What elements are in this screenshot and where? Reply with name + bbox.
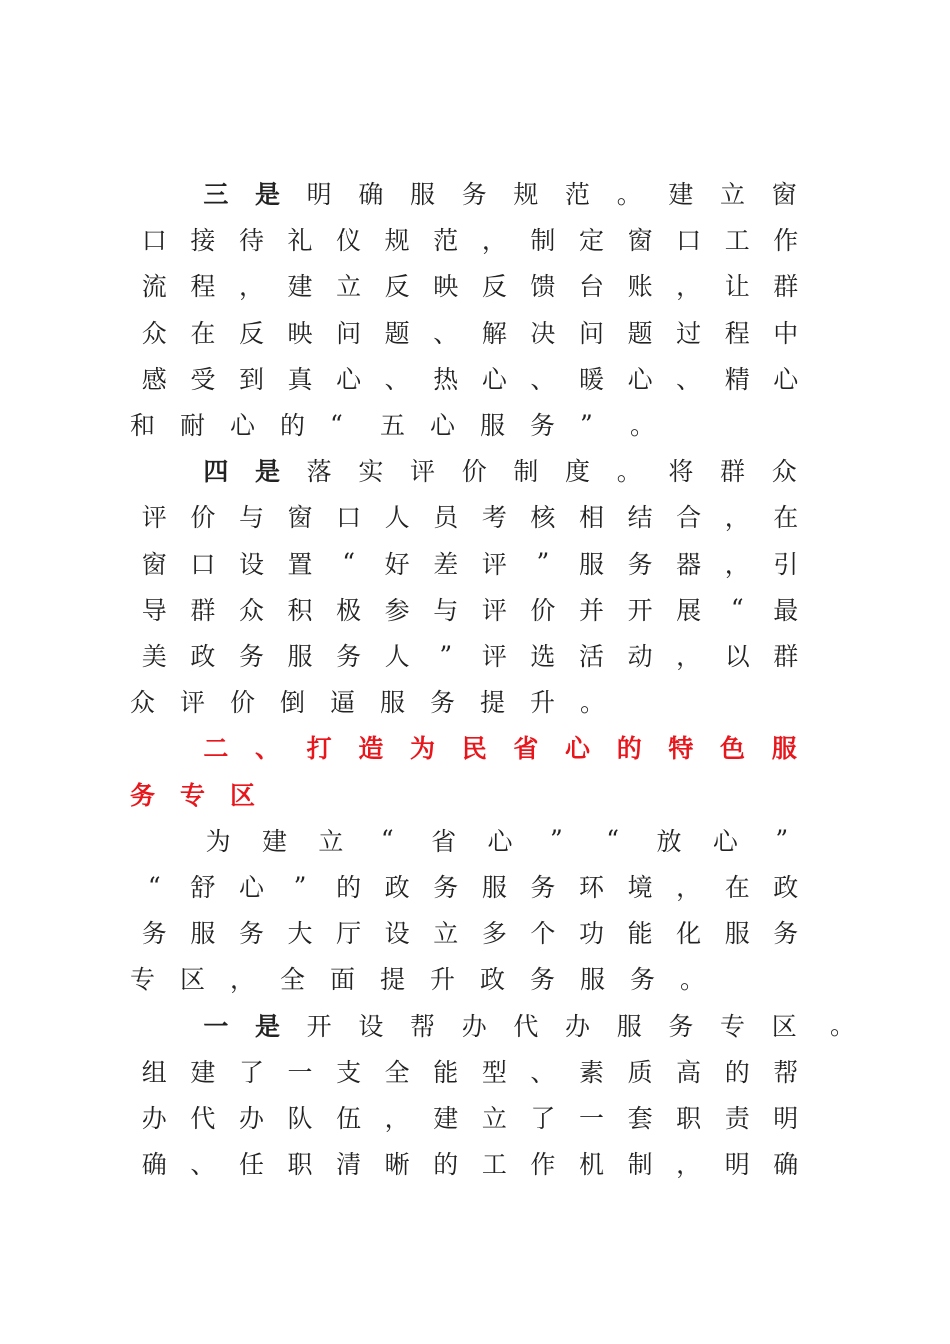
paragraph-line: 感 受 到 真 心 、 热 心 、 暖 心 、 精 心 [141,364,799,394]
paragraph-line: 众 评 价 倒 逼 服 务 提 升 。 [130,688,606,718]
paragraph-line: 美 政 务 服 务 人 ” 评 选 活 动 ， 以 群 [141,640,799,671]
paragraph-line: 口 接 待 礼 仪 规 范 ， 制 定 窗 口 工 作 [141,226,799,256]
paragraph-line: 流 程 ， 建 立 反 映 反 馈 台 账 ， 让 群 [141,272,799,302]
paragraph-line: “ 舒 心 ” 的 政 务 服 务 环 境 ， 在 政 [147,871,799,902]
overflow-punctuation: 。 [830,1011,856,1040]
paragraph-line: 确 、 任 职 清 晰 的 工 作 机 制 ， 明 确 [141,1150,799,1180]
paragraph-line: 导 群 众 积 极 参 与 评 价 并 开 展 “ 最 [141,594,799,625]
paragraph-line: 评 价 与 窗 口 人 员 考 核 相 结 合 ， 在 [141,503,799,533]
section-heading-line: 二 、 打 造 为 民 省 心 的 特 色 服 [203,734,797,764]
section-heading-line: 务 专 区 [130,780,256,810]
paragraph-line: 和 耐 心 的 “ 五 心 服 务 ” 。 [130,409,656,440]
paragraph-line: 为 建 立 “ 省 心 ” “ 放 心 ” [205,825,789,856]
paragraph-line: 务 服 务 大 厅 设 立 多 个 功 能 化 服 务 [141,919,799,949]
paragraph-line: 窗 口 设 置 “ 好 差 评 ” 服 务 器 ， 引 [141,548,799,579]
paragraph-line: 组 建 了 一 支 全 能 型 、 素 质 高 的 帮 [141,1057,799,1087]
paragraph-line: 四 是 落 实 评 价 制 度 。 将 群 众 [203,457,797,487]
paragraph-line: 众 在 反 映 问 题 、 解 决 问 题 过 程 中 [141,318,799,348]
paragraph-line: 一 是 开 设 帮 办 代 办 服 务 专 区 [203,1011,797,1041]
paragraph-line: 三 是 明 确 服 务 规 范 。 建 立 窗 [203,180,797,209]
paragraph-line: 专 区 ， 全 面 提 升 政 务 服 务 。 [130,965,706,995]
paragraph-line: 办 代 办 队 伍 ， 建 立 了 一 套 职 责 明 [141,1104,799,1133]
